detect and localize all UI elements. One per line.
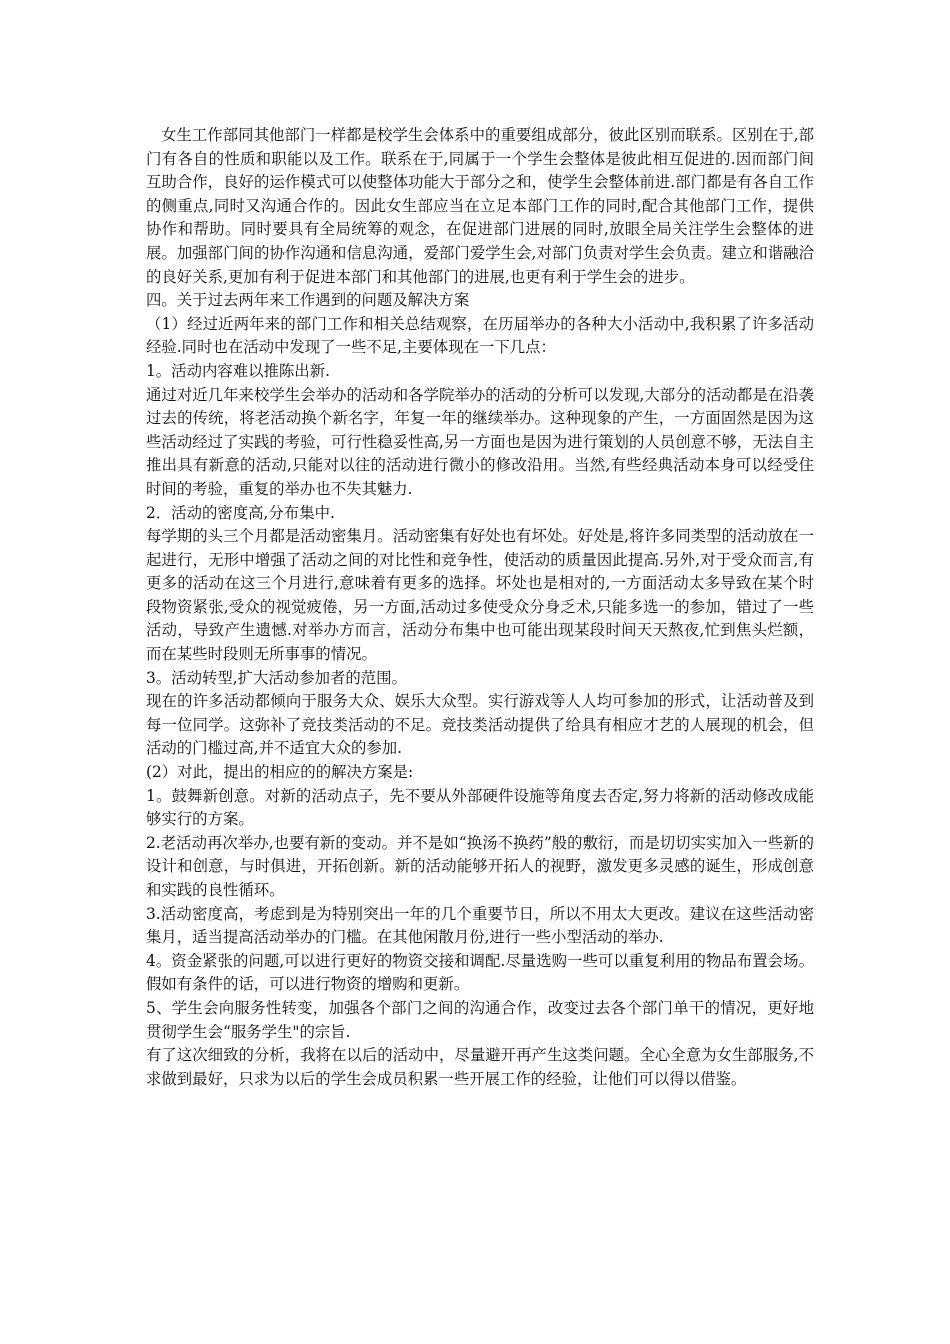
- solution-1: 1。鼓舞新创意。对新的活动点子，先不要从外部硬件设施等角度去否定,努力将新的活动修改成能够实行的方案。: [146, 786, 814, 829]
- paragraph-conclusion: 有了这次细致的分析，我将在以后的活动中，尽量避开再产生这类问题。全心全意为女生部服务,不求做到最好，只求为以后的学生会成员积累一些开展工作的经验，让他们可以得以借鉴。: [146, 1046, 814, 1088]
- document-page: [146, 124, 814, 1091]
- problem-1-heading: 1。活动内容难以推陈出新.: [146, 361, 330, 380]
- problem-2-heading: 2．活动的密度高,分布集中.: [146, 503, 335, 522]
- paragraph-observation: （1）经过近两年来的部门工作和相关总结观察，在历届举办的各种大小活动中,我积累了许多活动经验.同时也在活动中发现了一些不足,主要体现在一下几点：: [146, 314, 814, 357]
- section-heading: 四。关于过去两年来工作遇到的问题及解决方案: [146, 291, 470, 310]
- problem-1-body: 通过对近几年来校学生会举办的活动和各学院举办的活动的分析可以发现,大部分的活动都是在沿袭过去的传统，将老活动换个新名字，年复一年的继续举办。这种现象的产生，一方面固然是因为这些活动经过了实践的考验，可行性稳妥性高,另一方面也是因为进行策划的人员创意不够，无法自主推出具有新意的活动,只能对以往的活动进行微小的修改沿用。当然,有些经典活动本身可以经受住时间的考验，重复的举办也不失其魅力.: [146, 385, 814, 498]
- solution-4: 4。资金紧张的问题,可以进行更好的物资交接和调配.尽量选购一些可以重复利用的物品布置会场。假如有条件的话，可以进行物资的增购和更新。: [146, 951, 814, 994]
- problem-3-body: 现在的许多活动都倾向于服务大众、娱乐大众型。实行游戏等人人均可参加的形式，让活动普及到每一位同学。这弥补了竞技类活动的不足。竞技类活动提供了给具有相应才艺的人展现的机会，但活动的门槛过高,并不适宜大众的参加.: [146, 692, 814, 758]
- paragraph-intro: 女生工作部同其他部门一样都是校学生会体系中的重要组成部分，彼此区别而联系。区别在于,部门有各自的性质和职能以及工作。联系在于,同属于一个学生会整体是彼此相互促进的.因而部门间互助合作，良好的运作模式可以使整体功能大于部分之和，使学生会整体前进.部门都是有各自工作的侧重点,同时又沟通合作的。因此女生部应当在立足本部门工作的同时,配合其他部门工作，提供协作和帮助。同时要具有全局统筹的观念，在促进部门进展的同时,放眼全局关注学生会整体的进展。加强部门间的协作沟通和信息沟通，爱部门爱学生会,对部门负责对学生会负责。建立和谐融洽的良好关系,更加有利于促进本部门和其他部门的进展,也更有利于学生会的进步。: [146, 126, 814, 286]
- solutions-heading: (2）对此，提出的相应的的解决方案是:: [146, 763, 414, 782]
- problem-2-body: 每学期的头三个月都是活动密集月。活动密集有好处也有坏处。好处是,将许多同类型的活动放在一起进行，无形中增强了活动之间的对比性和竞争性，使活动的质量因此提高.另外,对于受众而言,有更多的活动在这三个月进行,意味着有更多的选择。坏处也是相对的,一方面活动太多导致在某个时段物资紧张,受众的视觉疲倦，另一方面,活动过多使受众分身乏术,只能多选一的参加，错过了一些活动，导致产生遗憾.对举办方而言，活动分布集中也可能出现某段时间天天熬夜,忙到焦头烂额，而在某些时段则无所事事的情况。: [146, 527, 814, 664]
- solution-3: 3.活动密度高，考虑到是为特别突出一年的几个重要节日，所以不用太大更改。建议在这些活动密集月，适当提高活动举办的门槛。在其他闲散月份,进行一些小型活动的举办.: [146, 904, 814, 947]
- solution-2: 2.老活动再次举办,也要有新的变动。并不是如“换汤不换药”般的敷衍，而是切切实实加入一些新的设计和创意，与时俱进，开拓创新。新的活动能够开拓人的视野，激发更多灵感的诞生，形成创意和实践的良性循环。: [146, 833, 814, 899]
- solution-5: 5、学生会向服务性转变，加强各个部门之间的沟通合作，改变过去各个部门单干的情况，更好地贯彻学生会“服务学生"的宗旨.: [146, 998, 814, 1041]
- problem-3-heading: 3。活动转型,扩大活动参加者的范围。: [146, 668, 407, 687]
